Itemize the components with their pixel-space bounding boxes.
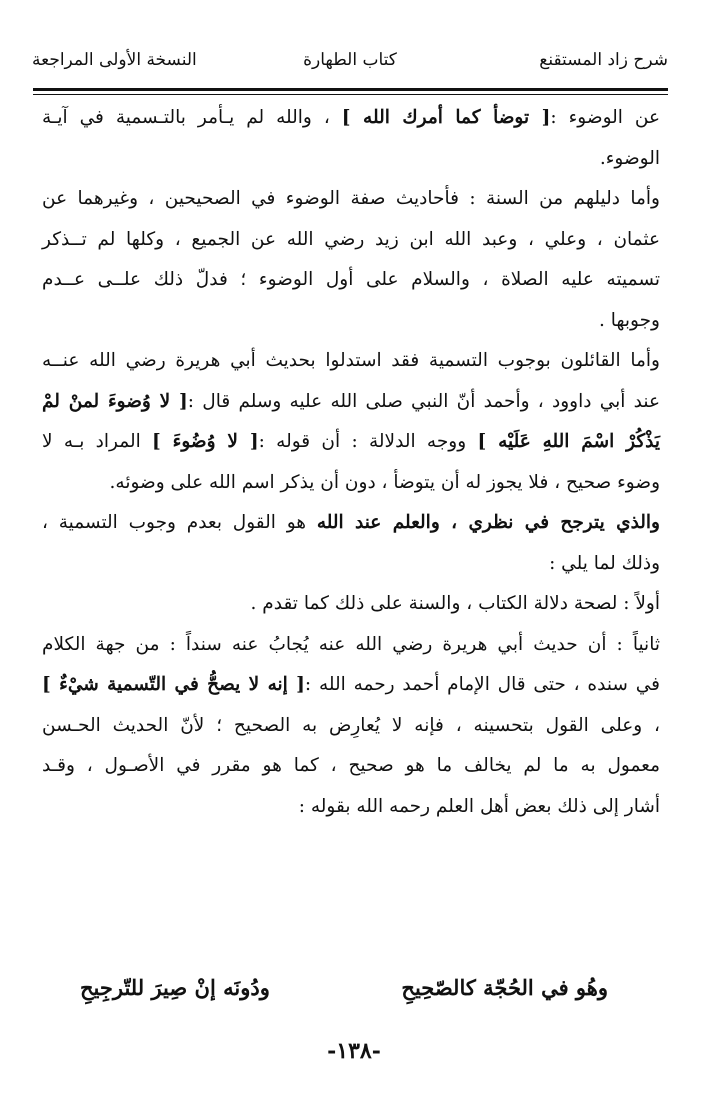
text-line: أولاً : لصحة دلالة الكتاب ، والسنة على ذلك كما تقدم . (250, 593, 660, 614)
text-line: في سنده ، حتى قال الإمام أحمد رحمه الله :[ إنه لا يصحُّ في التّسمية شيْءٌ ] (42, 674, 660, 695)
text-line: ، وعلى القول بتحسينه ، فإنه لا يُعارِض به الصحيح ؛ لأنّ الحديث الحـسن (42, 714, 660, 736)
page-header (32, 50, 668, 90)
header-rule-thick (33, 88, 668, 91)
header-chapter-title: كتاب الطهارة (303, 50, 397, 70)
text-line: والذي يترجح في نظري ، والعلم عند الله هو القول بعدم وجوب التسمية ، (42, 512, 660, 533)
verse-second-hemistich: ودُونَه إنْ صِيرَ للتّرجِيحِ (80, 975, 270, 1000)
verse-first-hemistich: وهُو في الحُجّة كالصّحِيحِ (401, 975, 608, 1000)
text-line: وضوء صحيح ، فلا يجوز له أن يتوضأ ، دون أن يذكر اسم الله على وضوئه. (109, 471, 660, 493)
text-line: وجوبها . (598, 309, 660, 331)
text-line: تسميته عليه الصلاة ، والسلام على أول الوضوء ؛ فدلّ ذلك علــى عــدم (42, 269, 660, 290)
text-line: أشار إلى ذلك بعض أهل العلم رحمه الله بقوله : (298, 795, 660, 817)
body-text (42, 98, 660, 827)
text-line: عند أبي داوود ، وأحمد أنّ النبي صلى الله عليه وسلم قال :[ لا وُضوءَ لمنْ لمْ (42, 390, 660, 412)
text-line: عن الوضوء :[ توضأ كما أمرك الله ] ، والله لم يـأمر بالتـسمية في آيـة (42, 107, 660, 128)
page-number: -١٣٨- (327, 1038, 381, 1064)
header-rule-thin (33, 94, 668, 95)
header-book-title: شرح زاد المستقنع (539, 50, 668, 70)
text-line: ثانياً : أن حديث أبي هريرة رضي الله عنه يُجابُ عنه سنداً : من جهة الكلام (42, 633, 660, 655)
text-line: وأما دليلهم من السنة : فأحاديث صفة الوضوء في الصحيحين ، وغيرهما عن (42, 188, 660, 209)
text-line: عثمان ، وعلي ، وعبد الله ابن زيد رضي الله عن الجميع ، وكلها لم تــذكر (42, 228, 660, 250)
header-edition-note: النسخة الأولى المراجعة (32, 50, 197, 70)
text-line: وأما القائلون بوجوب التسمية فقد استدلوا بحديث أبي هريرة رضي الله عنــه (42, 350, 660, 371)
text-line: معمول به ما لم يخالف ما هو صحيح ، كما هو مقرر في الأصـول ، وقـد (42, 755, 660, 776)
text-line: يَذْكُرْ اسْمَ اللهِ عَلَيْه ] ووجه الدلالة : أن قوله :[ لا وُضُوءَ ] المراد بـه لا (42, 431, 661, 452)
text-line: الوضوء. (599, 147, 660, 169)
text-line: وذلك لما يلي : (549, 552, 660, 574)
